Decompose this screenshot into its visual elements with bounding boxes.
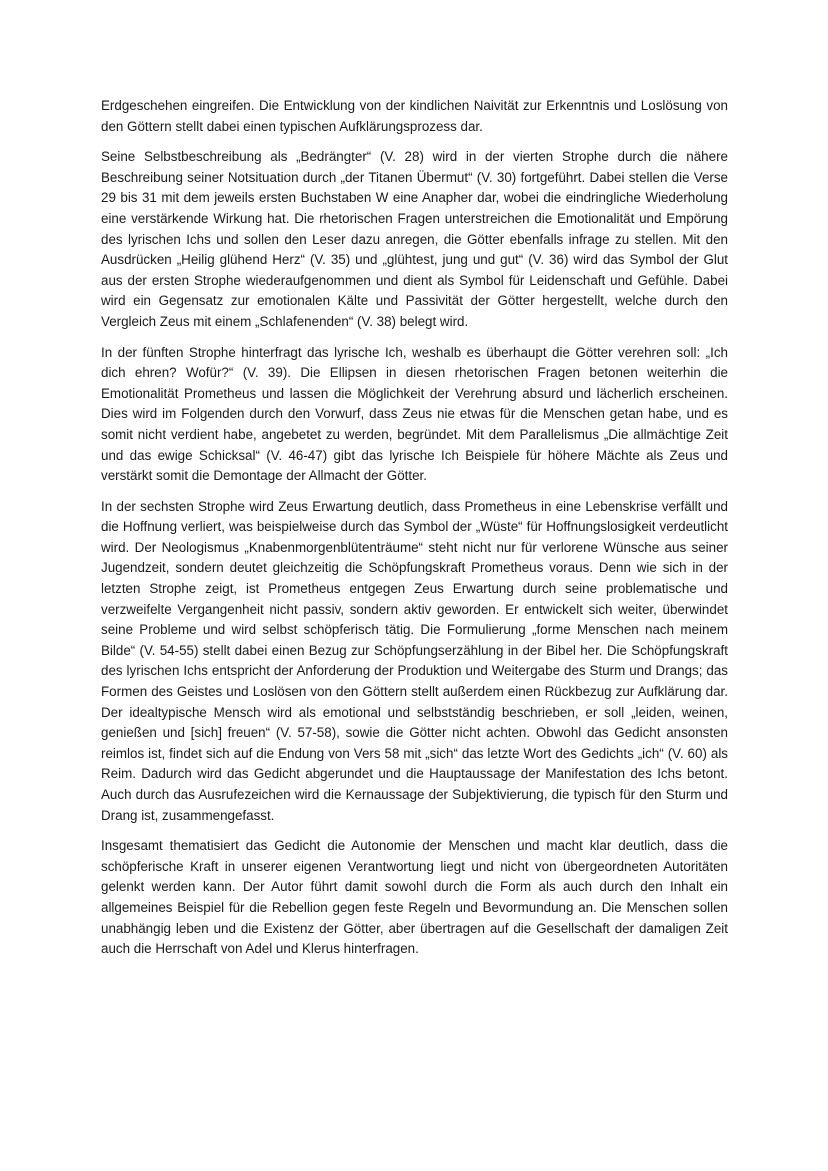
document-body bbox=[101, 96, 728, 970]
paragraph-3: In der fünften Strophe hinterfragt das lyrische Ich, weshalb es überhaupt die Götter verehren soll: „Ich dich ehren? Wofür?“ (V. 39). Die Ellipsen in diesen rhetorischen Fragen betonen weiterhin die Emotionalität Prometheus und lassen die Möglichkeit der Verehrung absurd und lächerlich erscheinen. Dies wird im Folgenden durch den Vorwurf, dass Zeus nie etwas für die Menschen getan habe, und es somit nicht verdient habe, angebetet zu werden, begründet. Mit dem Parallelismus „Die allmächtige Zeit und das ewige Schicksal“ (V. 46-47) gibt das lyrische Ich Beispiele für höhere Mächte als Zeus und verstärkt somit die Demontage der Allmacht der Götter. bbox=[101, 344, 728, 484]
paragraph-4: In der sechsten Strophe wird Zeus Erwartung deutlich, dass Prometheus in eine Lebenskrise verfällt und die Hoffnung verliert, was beispielweise durch das Symbol der „Wüste“ für Hoffnungslosigkeit verdeutlicht wird. Der Neologismus „Knabenmorgenblütenträume“ steht nicht nur für verlorene Wünsche aus seiner Jugendzeit, sondern deutet gleichzeitig die Schöpfungskraft Prometheus voraus. Denn wie sich in der letzten Strophe zeigt, ist Prometheus entgegen Zeus Erwartung durch seine problematische und verzweifelte Vergangenheit nicht passiv, sondern aktiv geworden. Er entwickelt sich weiter, überwindet seine Probleme und wird selbst schöpferisch tätig. Die Formulierung „forme Menschen nach meinem Bilde“ (V. 54-55) stellt dabei einen Bezug zur Schöpfungserzählung in der Bibel her. Die Schöpfungskraft des lyrischen Ichs entspricht der Anforderung der Produktion und Weitergabe des Sturm und Drangs; das Formen des Geistes und Loslösen von den Göttern stellt außerdem einen Rückbezug zur Aufklärung dar. Der idealtypische Mensch wird als emotional und selbstständig beschrieben, er soll „leiden, weinen, genießen und [sich] freuen“ (V. 57-58), sowie die Götter nicht achten. Obwohl das Gedicht ansonsten reimlos ist, findet sich auf die Endung von Vers 58 mit „sich“ das letzte Wort des Gedichts „ich“ (V. 60) als Reim. Dadurch wird das Gedicht abgerundet und die Hauptaussage der Manifestation des Ichs betont. Auch durch das Ausrufezeichen wird die Kernaussage der Subjektivierung, die typisch für den Sturm und Drang ist, zusammengefasst. bbox=[101, 498, 728, 823]
paragraph-5: Insgesamt thematisiert das Gedicht die Autonomie der Menschen und macht klar deutlich, dass die schöpferische Kraft in unserer eigenen Verantwortung liegt und nicht von übergeordneten Autoritäten gelenkt werden kann. Der Autor führt damit sowohl durch die Form als auch durch den Inhalt ein allgemeines Beispiel für die Rebellion gegen feste Regeln und Bevormundung an. Die Menschen sollen unabhängig leben und die Existenz der Götter, aber übertragen auf die Gesellschaft der damaligen Zeit auch die Herrschaft von Adel und Klerus hinterfragen. bbox=[101, 838, 728, 957]
paragraph-1: Erdgeschehen eingreifen. Die Entwicklung von der kindlichen Naivität zur Erkenntnis und Loslösung von den Göttern stellt dabei einen typischen Aufklärungsprozess dar. bbox=[101, 98, 728, 134]
paragraph-2: Seine Selbstbeschreibung als „Bedrängter“ (V. 28) wird in der vierten Strophe durch die nähere Beschreibung seiner Notsituation durch „der Titanen Übermut“ (V. 30) fortgeführt. Dabei stellen die Verse 29 bis 31 mit dem jeweils ersten Buchstaben W eine Anapher dar, wobei die eindringliche Wiederholung eine verstärkende Wirkung hat. Die rhetorischen Fragen unterstreichen die Emotionalität und Empörung des lyrischen Ichs und sollen den Leser dazu anregen, die Götter ebenfalls infrage zu stellen. Mit den Ausdrücken „Heilig glühend Herz“ (V. 35) und „glühtest, jung und gut“ (V. 36) wird das Symbol der Glut aus der ersten Strophe wiederaufgenommen und dient als Symbol für Leidenschaft und Gefühle. Dabei wird ein Gegensatz zur emotionalen Kälte und Passivität der Götter hergestellt, welche durch den Vergleich Zeus mit einem „Schlafenenden“ (V. 38) belegt wird. bbox=[101, 149, 728, 329]
